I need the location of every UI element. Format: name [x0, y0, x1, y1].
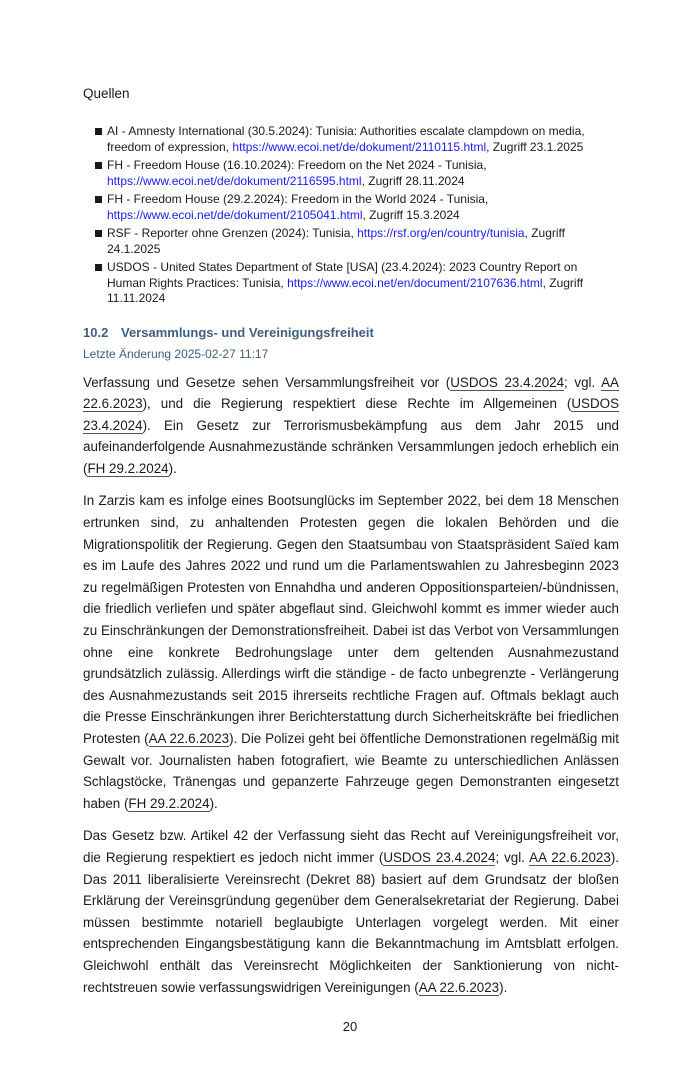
source-text: FH - Freedom House (29.2.2024): Freedom in the World 2024 - Tunisia,: [107, 192, 489, 206]
citation-link[interactable]: FH 29.2.2024: [128, 795, 210, 811]
citation-link[interactable]: AA 22.6.2023: [148, 731, 230, 746]
source-text: AI - Amnesty International (30.5.2024): Tunisia: Authorities escalate clampdown on media, freedom of expression,: [107, 124, 585, 154]
paragraph-text: Das Gesetz bzw. Artikel 42 der Verfassung sieht das Recht auf Vereinigungsfreiheit vor, die Regierung respektiert es jedoch nicht immer (: [83, 828, 619, 865]
citation-link[interactable]: USDOS 23.4.2024: [450, 374, 565, 390]
source-item: [107, 226, 619, 257]
paragraph-text: ). Die Polizei geht bei öffentliche Demonstrationen regelmäßig mit Gewalt vor. Journalisten haben fotografiert, wie Beamte zu unterschiedlichen Anlässen Schlagstöcke, Tränengas und gepanzerte Fahrzeuge gegen Demonstranten eingesetzt haben (: [83, 731, 620, 811]
sources-list: [107, 124, 619, 307]
source-link[interactable]: https://www.ecoi.net/en/document/2107636.html: [287, 275, 543, 290]
paragraph: [83, 490, 619, 814]
citation-link[interactable]: USDOS 23.4.2024: [83, 396, 619, 433]
source-access-date: , Zugriff 23.1.2025: [486, 139, 584, 154]
citation-link[interactable]: AA 22.6.2023: [418, 979, 500, 995]
source-text: FH - Freedom House (16.10.2024): Freedom on the Net 2024 - Tunisia,: [107, 158, 487, 172]
citation-link[interactable]: AA 22.6.2023: [83, 374, 619, 412]
last-changed: Letzte Änderung 2025-02-27 11:17: [83, 346, 269, 361]
source-item: [107, 124, 619, 155]
paragraph-text: ), und die Regierung respektiert diese Rechte im Allgemeinen (: [142, 396, 572, 412]
source-access-date: , Zugriff 24.1.2025: [107, 226, 566, 256]
source-access-date: , Zugriff 28.11.2024: [361, 173, 465, 188]
source-access-date: , Zugriff 11.11.2024: [107, 275, 584, 305]
section-title: Versammlungs- und Vereinigungsfreiheit: [121, 324, 374, 340]
section-body: [83, 372, 619, 999]
source-item: [107, 192, 619, 223]
citation-link[interactable]: AA 22.6.2023: [529, 849, 611, 865]
paragraph-text: ).: [209, 795, 218, 811]
paragraph-text: ).: [499, 979, 508, 995]
paragraph: [83, 825, 619, 998]
source-item: [107, 260, 619, 307]
source-link[interactable]: https://www.ecoi.net/de/dokument/2116595.html: [107, 173, 362, 188]
source-text: USDOS - United States Department of State [USA] (23.4.2024): 2023 Country Report on Human Rights Practices: Tunisia,: [107, 260, 578, 290]
paragraph-text: ). Das 2011 liberalisierte Vereinsrecht (Dekret 88) basiert auf dem Grundsatz der bloßen Erklärung der Vereinsgründung gegenüber dem Generalsekretariat der Regierung. Dabei müssen bestimmte notariell beglaubigte Unterlagen vorgelegt werden. Mit einer entsprechenden Eingangsbestätigung kann die Bekanntmachung im Amtsblatt erfolgen. Gleichwohl enthält das Vereinsrecht Möglichkeiten der Sanktionierung von nicht-rechtstreuen sowie verfassungswidrigen Vereinigungen (: [83, 849, 619, 995]
section-number: 10.2: [83, 324, 109, 340]
source-link[interactable]: https://www.ecoi.net/de/dokument/2105041.html: [107, 207, 363, 222]
paragraph-text: Verfassung und Gesetze sehen Versammlungsfreiheit vor (: [83, 374, 451, 390]
paragraph-text: In Zarzis kam es infolge eines Bootsunglücks im September 2022, bei dem 18 Menschen ertrunken sind, zu anhaltenden Protesten gegen die lokalen Behörden und die Migrationspolitik der Regierung. Gegen den Staatsumbau von Staatspräsident Saïed kam es im Laufe des Jahres 2022 und rund um die Parlamentswahlen zu Jahresbeginn 2023 zu regelmäßigen Protesten von Ennahdha und anderen Oppositionsparteien/-bündnissen, die friedlich verliefen und später abgeflaut sind. Gleichwohl kommt es immer wieder auch zu Einschränkungen der Demonstrationsfreiheit. Dabei ist das Verbot von Versammlungen ohne eine konkrete Bedrohungslage unter dem geltenden Ausnahmezustand grundsätzlich zulässig. Allerdings wirft die ständige - de facto unbegrenzte - Verlängerung des Ausnahmezustands seit 2015 ihrerseits rechtliche Fragen auf. Oftmals beklagt auch die Presse Einschränkungen ihrer Berichterstattung durch Sicherheitskräfte bei friedlichen Protesten (: [83, 493, 619, 746]
citation-link[interactable]: FH 29.2.2024: [87, 460, 169, 476]
document-page: [83, 0, 619, 998]
paragraph-text: ). Ein Gesetz zur Terrorismusbekämpfung aus dem Jahr 2015 und aufeinanderfolgende Ausnahmezustände schränken Versammlungen jedoch erheblich ein (: [83, 417, 619, 476]
source-link[interactable]: https://rsf.org/en/country/tunisia: [357, 226, 525, 240]
paragraph: [83, 372, 619, 480]
source-text: RSF - Reporter ohne Grenzen (2024): Tunisia,: [107, 226, 358, 240]
section-heading: [83, 325, 619, 341]
paragraph-text: ).: [168, 460, 177, 476]
paragraph-text: ; vgl.: [564, 374, 602, 390]
paragraph-text: ; vgl.: [495, 849, 530, 865]
source-item: [107, 158, 619, 189]
sources-heading: Quellen: [83, 86, 130, 101]
citation-link[interactable]: USDOS 23.4.2024: [383, 849, 496, 865]
source-access-date: , Zugriff 15.3.2024: [362, 207, 460, 222]
source-link[interactable]: https://www.ecoi.net/de/dokument/2110115.html: [232, 139, 487, 154]
page-number: 20: [342, 1019, 358, 1035]
